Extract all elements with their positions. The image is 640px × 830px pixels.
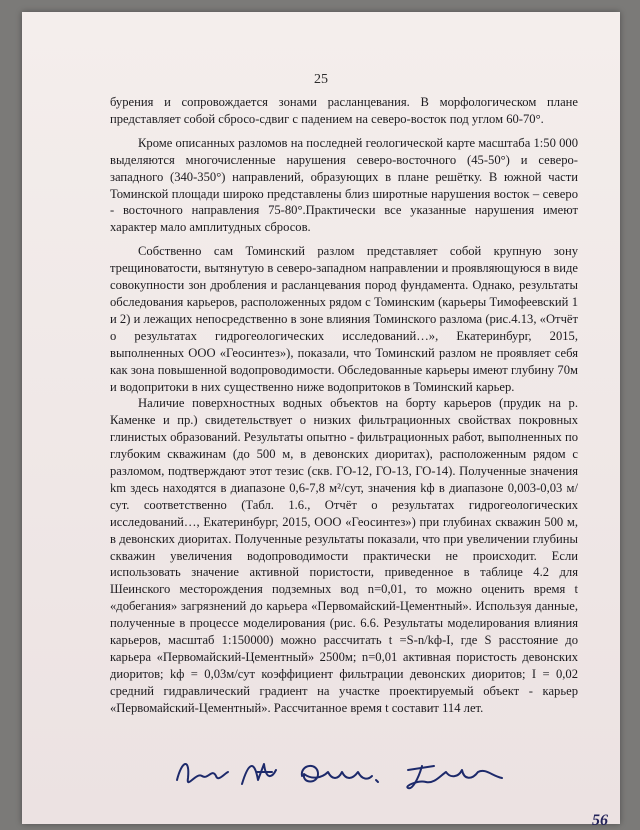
document-body	[110, 94, 578, 717]
handwritten-page-number: 56	[592, 812, 608, 829]
signature-4	[407, 766, 502, 788]
signature-3	[302, 766, 378, 782]
paragraph-2: Кроме описанных разломов на последней геологической карте масштаба 1:50 000 выделяются многочисленные нарушения северо-восточного (45-50°) и северо-западного (340-350°) направлений, образующих в плане решётку. В южной части Томинской площади широко представлены близ широтные нарушения восток – северо - восточного направления 75-80°.Практически все указанные нарушения имеют характер мало амплитудных сбросов.	[110, 135, 578, 235]
signature-1	[177, 764, 228, 782]
paragraph-3: Собственно сам Томинский разлом представляет собой крупную зону трещиноватости, вытянутую в северо-западном направлении и проявляющуюся в виде совокупности зон дробления и расланцевания пород фундамента. Однако, результаты обследования карьеров, расположенных рядом с Томинским (карьеры Тимофеевский 1 и 2) и лежащих непосредственно в зоне влияния Томинского разлома (рис.4.13, «Отчёт о результатах гидрогеологических исследований…», Екатеринбург, 2015, выполненных ООО «Геосинтез»), показали, что Томинский разлом не проявляет себя как зона повышенной водопроводимости. Обследованные карьеры имеют глубину 70м и водопритоки в них существенно ниже водопритоков в Томинский карьер.	[110, 244, 578, 394]
page-number: 25	[314, 72, 328, 87]
handwritten-signatures	[172, 750, 532, 800]
paragraph-1: бурения и сопровождается зонами расланцевания. В морфологическом плане представляет собой сбросо-сдвиг с падением на северо-восток под углом 60-70°.	[110, 95, 578, 126]
signature-2	[242, 764, 276, 784]
paragraph-4: Наличие поверхностных водных объектов на борту карьеров (прудик на р. Каменке и пр.) свидетельствует о низких фильтрационных свойствах покровных глинистых образований. Результаты опытно - фильтрационных работ, выполненных по глубоким скважинам (до 500 м, в девонских диоритах), расположенным рядом с разломом, подтверждают этот тезис (скв. ГО-12, ГО-13, ГО-14). Полученные значения km здесь находятся в диапазоне 0,6-7,8 м²/сут, значения kф в диапазоне 0,003-0,03 м/сут. соответственно (Табл. 1.6., Отчёт о результатах гидрогеологических исследований…, Екатеринбург, 2015, ООО «Геосинтез») при глубинах скважин 500 м, в девонских диоритах. Полученные результаты показали, что при увеличении глубины скважин увеличения водопроводимости практически не происходит. Если использовать значение активной пористости, приведенное в таблице 4.2 для Шеинского месторождения подземных вод n=0,01, то можно оценить время t «добегания» загрязнений до карьера «Первомайский-Цементный». Используя данные, полученные в процессе моделирования (рис. 6.6. Результаты моделирования влияния карьеров, масштаб 1:150000) можно рассчитать t =S-n/kф-I, где S расстояние до карьера «Первомайский-Цементный» 2500м; n=0,01 активная пористость девонских диоритов; kф = 0,03м/сут коэффициент фильтрации девонских диоритов; I = 0,02 средний гидравлический градиент на участке проектируемый объект - карьер «Первомайский-Цементный». Рассчитанное время t составит 114 лет.	[110, 396, 578, 715]
document-page	[22, 12, 620, 829]
